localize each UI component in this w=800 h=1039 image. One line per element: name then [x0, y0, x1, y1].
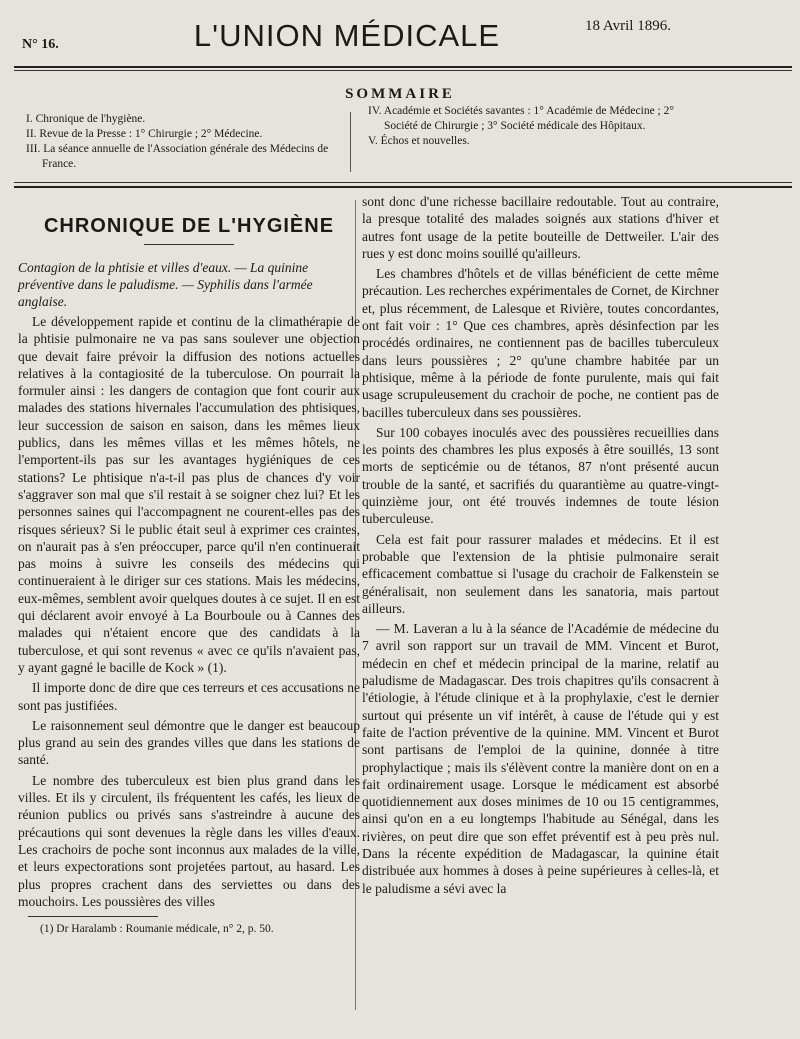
right-column — [362, 193, 719, 900]
sommaire-rule — [14, 182, 792, 183]
sommaire-item: V. Échos et nouvelles. — [368, 135, 470, 147]
sommaire-item: III. La séance annuelle de l'Association générale des Médecins de France. — [26, 143, 329, 170]
sommaire-left-column — [26, 112, 348, 172]
left-column — [18, 205, 360, 935]
title-rule — [144, 244, 234, 245]
paragraph: Sur 100 cobayes inoculés avec des poussières recueillies dans les points des chambres les plus exposés à être souillés, 13 sont morts de septicémie ou de tétanos, 87 n'ont présenté aucun trouble de la santé, et sacrifiés du quarantième au quatre-vingt-quinzième jour, ont été trouvés indemnes de toute lésion tuberculeuse. — [362, 424, 719, 527]
paragraph: Le raisonnement seul démontre que le danger est beaucoup plus grand au sein des grandes villes que dans les stations de santé. — [18, 717, 360, 768]
sommaire-divider — [350, 112, 351, 172]
sommaire-right-column — [368, 104, 703, 149]
footnote: (1) Dr Haralamb : Roumanie médicale, n° 2, p. 50. — [40, 923, 274, 936]
masthead-title: L'UNION MÉDICALE — [193, 18, 501, 53]
paragraph: Le nombre des tuberculeux est bien plus grand dans les villes. Et ils y circulent, ils fréquentent les cafés, les lieux de réunion publics ou privés sans s'astreindre à aucune des précautions qui sont devenues la règle dans les villes d'eaux. Les crachoirs de poche sont inconnus aux malades de la ville, et leurs expectorations sont projetées partout, au hasard. Les plus propres crachent dans des serviettes ou dans des mouchoirs. Les poussières des villes — [18, 772, 360, 909]
paragraph: Cela est fait pour rassurer malades et médecins. Et il est probable que l'extension de la phtisie pulmonaire serait efficacement combattue si l'usage du crachoir de Falkenstein se généralisait, non seulement dans les sanatoria, mais partout ailleurs. — [362, 531, 719, 616]
sommaire-item: IV. Académie et Sociétés savantes : 1° Académie de Médecine ; 2° Société de Chirurgie ; 3° Société médicale des Hôpitaux. — [368, 105, 674, 132]
header-rule-thin — [14, 70, 792, 71]
header-rule — [14, 66, 792, 68]
footnote-rule — [28, 916, 158, 917]
paragraph: Il importe donc de dire que ces terreurs et ces accusations ne sont pas justifiées. — [18, 680, 360, 713]
issue-number: N° 16. — [22, 37, 59, 52]
issue-date: 18 Avril 1896. — [585, 18, 671, 34]
sommaire-item: I. Chronique de l'hygiène. — [26, 113, 146, 125]
paragraph: Le développement rapide et continu de la climathérapie de la phtisie pulmonaire ne va pas sans soulever une objection que devait faire prévoir la diffusion des notions actuelles relatives à la contagiosité de la tuberculose. On pourrait la formuler ainsi : les dangers de contagion que font courir aux malades des stations hivernales l'accumulation des phtisiques, leur succession de saison en saison, dans les mêmes lieux publics, dans les mêmes villas et les mêmes hôtels, ne l'emportent-ils pas sur les avantages hygiéniques de ces stations? Le phtisique n'a-t-il pas plus de chances d'y voir s'aggraver son mal que s'il restait à se soigner chez lui? Et les personnes saines qui l'accompagnent ne courent-elles pas des risques sérieux? Si le public était seul à exprimer ces craintes, on n'aurait pas à s'en préoccuper, parce qu'il n'en continuerait pas moins à suivre les conseils des médecins qui continueraient à le diriger sur ces stations. Mais les médecins, eux-mêmes, semblent avoir quelques doutes à ce sujet. Il en est qui déclarent avoir envoyé à La Bourboule ou à Cannes des malades qui n'étaient encore que des candidats à la tuberculose, et qui sont revenus « avec ce qu'ils n'avaient pas, y ayant gagné le bacille de Kock » (1). — [18, 314, 360, 675]
article-subheading: Contagion de la phtisie et villes d'eaux. — La quinine préventive dans le paludisme. — Syphilis dans l'armée anglaise. — [18, 260, 313, 309]
paragraph: sont donc d'une richesse bacillaire redoutable. Tout au contraire, la presque totalité des malades soignés aux stations d'hiver et autres font usage de la petite bouteille de Dettweiler. L'air des rues y est donc moins souillé qu'ailleurs. — [362, 194, 719, 261]
paragraph: — M. Laveran a lu à la séance de l'Académie de médecine du 7 avril son rapport sur un travail de MM. Vincent et Burot, médecin en chef et médecin principal de la marine, relatif au paludisme de Madagascar. Des trois chapitres qu'ils consacrent à l'étiologie, à l'étude clinique et à la prophylaxie, c'est le dernier surtout qui présente un vif intérêt, à cause de l'étude qui y est faite de l'action préventive de la quinine. MM. Vincent et Burot sont partisans de l'emploi de la quinine, donnée à titre prophylactique ; mais ils s'élèvent contre la manière dont on en a fait ordinairement usage. Lorsque le médicament est absorbé quotidiennement aux doses minimes de 10 ou 15 centigrammes, ainsi qu'on en a eu longtemps l'habitude au Sénégal, dans les rivières, on peut dire que son effet préventif est à peu près nul. Dans la récente expédition de Madagascar, la quinine était distribuée aux hommes à doses à peine supérieures à celles-là, et le paludisme a sévi avec la — [362, 621, 719, 896]
sommaire-item: II. Revue de la Presse : 1° Chirurgie ; 2° Médecine. — [26, 128, 263, 140]
sommaire-rule-thick — [14, 186, 792, 188]
paragraph: Les chambres d'hôtels et de villas bénéficient de cette même précaution. Les recherches expérimentales de Cornet, de Kirchner et, plus récemment, de Lalesque et Rivière, toutes concordantes, ont fait voir : 1° Que ces chambres, après désinfection par les procédés ordinaires, ne contiennent pas de bacilles tuberculeux dans leurs poussières ; 2° qu'une chambre habitée par un phtisique, même à la période de fonte purulente, mais qui fait usage scrupuleusement du crachoir de poche, ne contient pas de bacilles tuberculeux dans ses poussières. — [362, 266, 719, 420]
sommaire-title: SOMMAIRE — [345, 86, 455, 102]
article-title: CHRONIQUE DE L'HYGIÈNE — [43, 215, 335, 237]
